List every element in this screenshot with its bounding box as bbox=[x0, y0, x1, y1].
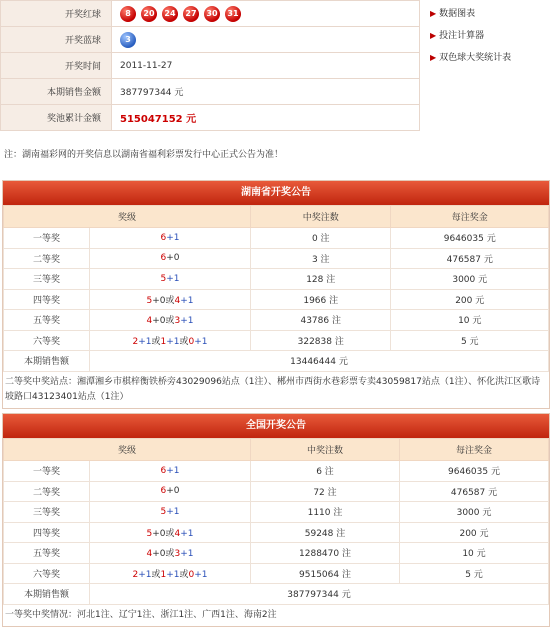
prize-level: 二等奖 bbox=[4, 481, 90, 502]
table-row bbox=[4, 228, 549, 249]
prize-amount: 10 元 bbox=[391, 310, 549, 331]
side-links bbox=[430, 6, 511, 72]
winner-count: 322838 注 bbox=[251, 330, 391, 351]
prize-level: 一等奖 bbox=[4, 461, 90, 482]
section-title: 全国开奖公告 bbox=[3, 414, 549, 438]
prize-amount: 10 元 bbox=[400, 543, 549, 564]
prize-amount: 5 元 bbox=[391, 330, 549, 351]
red-ball: 8 bbox=[120, 6, 136, 22]
prize-level: 五等奖 bbox=[4, 543, 90, 564]
table-row bbox=[4, 461, 549, 482]
prize-amount: 9646035 元 bbox=[391, 228, 549, 249]
sales-row bbox=[4, 584, 549, 605]
table-row bbox=[4, 330, 549, 351]
pool-label: 奖池累计金额 bbox=[1, 105, 112, 131]
prize-level: 六等奖 bbox=[4, 563, 90, 584]
red-balls bbox=[112, 1, 420, 27]
match-condition: 6+1 bbox=[90, 461, 251, 482]
table-row bbox=[4, 522, 549, 543]
winner-count: 43786 注 bbox=[251, 310, 391, 331]
prize-level: 六等奖 bbox=[4, 330, 90, 351]
table-row bbox=[4, 543, 549, 564]
winner-count: 0 注 bbox=[251, 228, 391, 249]
link-calculator[interactable]: ▶ 投注计算器 bbox=[430, 31, 485, 41]
winner-count: 72 注 bbox=[251, 481, 400, 502]
winner-count: 6 注 bbox=[251, 461, 400, 482]
triangle-right-icon: ▶ bbox=[430, 9, 437, 18]
disclaimer-note: 注：湖南福彩网的开奖信息以湖南省福利彩票发行中心正式公告为准！ bbox=[4, 150, 284, 160]
red-ball: 30 bbox=[204, 6, 220, 22]
hunan-announcement bbox=[2, 180, 550, 409]
section-title: 湖南省开奖公告 bbox=[3, 181, 549, 205]
winner-count: 9515064 注 bbox=[251, 563, 400, 584]
col-winners: 中奖注数 bbox=[251, 206, 391, 228]
col-prize-level: 奖级 bbox=[4, 206, 251, 228]
draw-date: 2011-11-27 bbox=[112, 53, 420, 79]
winner-count: 128 注 bbox=[251, 269, 391, 290]
prize-amount: 5 元 bbox=[400, 563, 549, 584]
sales-amount: 13446444 元 bbox=[90, 351, 549, 372]
winner-count: 1966 注 bbox=[251, 289, 391, 310]
match-condition: 5+1 bbox=[90, 269, 251, 290]
col-prize-level: 奖级 bbox=[4, 439, 251, 461]
match-condition: 6+0 bbox=[90, 481, 251, 502]
match-condition: 6+0 bbox=[90, 248, 251, 269]
prize-amount: 3000 元 bbox=[391, 269, 549, 290]
table-row bbox=[4, 248, 549, 269]
match-condition: 4+0或3+1 bbox=[90, 543, 251, 564]
table-row bbox=[4, 269, 549, 290]
col-prize-per: 每注奖金 bbox=[400, 439, 549, 461]
red-ball: 20 bbox=[141, 6, 157, 22]
sales-amount: 387797344 元 bbox=[112, 79, 420, 105]
triangle-right-icon: ▶ bbox=[430, 53, 437, 62]
red-ball: 27 bbox=[183, 6, 199, 22]
second-prize-sites: 二等奖中奖站点：湘潭湘乡市棋梓衡铁桥旁43029096站点（1注）、郴州市西街水巷彩票专卖43059817站点（1注）、怀化洪江区歌诗坡路口43123401站点（1注） bbox=[5, 376, 541, 402]
link-data-chart[interactable]: ▶ 数据图表 bbox=[430, 9, 476, 19]
first-prize-distribution: 一等奖中奖情况：河北1注、辽宁1注、浙江1注、广西1注、海南2注 bbox=[5, 609, 277, 620]
draw-summary-table bbox=[0, 0, 420, 131]
triangle-right-icon: ▶ bbox=[430, 31, 437, 40]
prize-level: 三等奖 bbox=[4, 269, 90, 290]
table-row bbox=[4, 289, 549, 310]
sales-label: 本期销售额 bbox=[4, 351, 90, 372]
prize-amount: 476587 元 bbox=[400, 481, 549, 502]
winner-count: 3 注 bbox=[251, 248, 391, 269]
match-condition: 4+0或3+1 bbox=[90, 310, 251, 331]
sales-row bbox=[4, 351, 549, 372]
match-condition: 5+0或4+1 bbox=[90, 289, 251, 310]
col-winners: 中奖注数 bbox=[251, 439, 400, 461]
match-condition: 5+1 bbox=[90, 502, 251, 523]
prize-amount: 200 元 bbox=[400, 522, 549, 543]
red-ball: 31 bbox=[225, 6, 241, 22]
prize-level: 一等奖 bbox=[4, 228, 90, 249]
match-condition: 2+1或1+1或0+1 bbox=[90, 330, 251, 351]
prize-amount: 3000 元 bbox=[400, 502, 549, 523]
prize-level: 四等奖 bbox=[4, 289, 90, 310]
blue-ball: 3 bbox=[120, 32, 136, 48]
prize-level: 四等奖 bbox=[4, 522, 90, 543]
prize-level: 三等奖 bbox=[4, 502, 90, 523]
match-condition: 2+1或1+1或0+1 bbox=[90, 563, 251, 584]
prize-level: 二等奖 bbox=[4, 248, 90, 269]
table-row bbox=[4, 563, 549, 584]
match-condition: 5+0或4+1 bbox=[90, 522, 251, 543]
table-row bbox=[4, 502, 549, 523]
prize-amount: 200 元 bbox=[391, 289, 549, 310]
sales-label: 本期销售额 bbox=[4, 584, 90, 605]
pool-amount: 515047152 元 bbox=[120, 114, 197, 125]
winner-count: 1288470 注 bbox=[251, 543, 400, 564]
match-condition: 6+1 bbox=[90, 228, 251, 249]
winner-count: 59248 注 bbox=[251, 522, 400, 543]
prize-amount: 9646035 元 bbox=[400, 461, 549, 482]
national-announcement bbox=[2, 413, 550, 627]
red-ball: 24 bbox=[162, 6, 178, 22]
col-prize-per: 每注奖金 bbox=[391, 206, 549, 228]
link-big-prize-stats[interactable]: ▶ 双色球大奖统计表 bbox=[430, 53, 512, 63]
winner-count: 1110 注 bbox=[251, 502, 400, 523]
red-ball-label: 开奖红球 bbox=[1, 1, 112, 27]
sales-label: 本期销售金额 bbox=[1, 79, 112, 105]
draw-date-label: 开奖时间 bbox=[1, 53, 112, 79]
blue-ball-label: 开奖蓝球 bbox=[1, 27, 112, 53]
table-row bbox=[4, 481, 549, 502]
prize-amount: 476587 元 bbox=[391, 248, 549, 269]
table-row bbox=[4, 310, 549, 331]
sales-amount: 387797344 元 bbox=[90, 584, 549, 605]
prize-level: 五等奖 bbox=[4, 310, 90, 331]
